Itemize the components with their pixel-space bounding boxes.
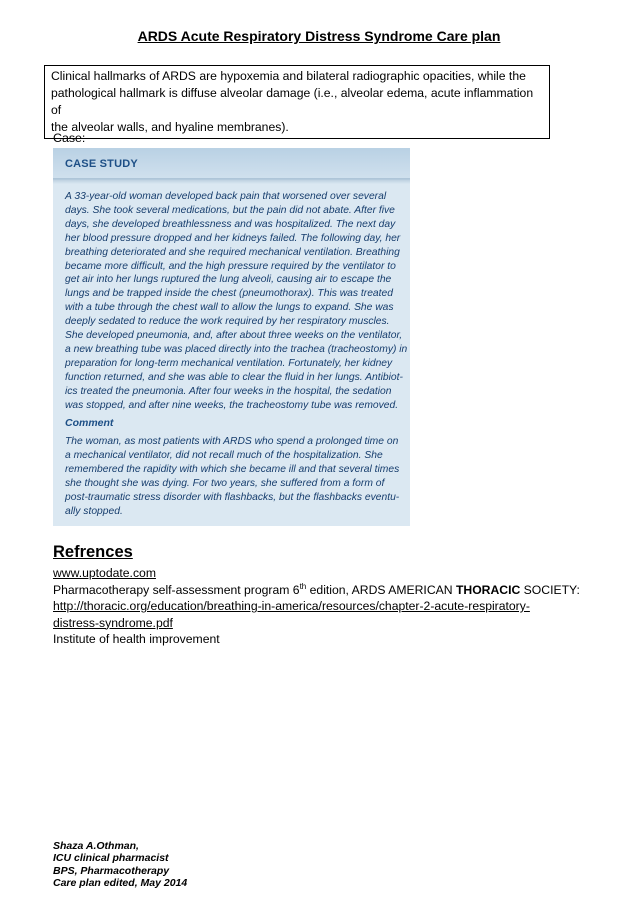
- superscript-th: th: [299, 581, 307, 591]
- case-study-line: with a tube through the chest wall to allow the lungs to expand. She was: [65, 302, 394, 314]
- comment-line: ally stopped.: [65, 505, 123, 517]
- hallmarks-line: the alveolar walls, and hyaline membranes).: [51, 120, 289, 134]
- case-study-line: a new breathing tube was placed directly into the trachea (tracheostomy) in: [65, 343, 408, 355]
- comment-line: she thought she was dying. For two years, she suffered from a form of: [65, 477, 385, 489]
- ihi-reference: Institute of health improvement: [53, 632, 220, 646]
- case-study-line: lungs and be trapped inside the chest (pneumothorax). This was treated: [65, 288, 393, 300]
- comment-line: a mechanical ventilator, did not recall much of the hospitalization. She: [65, 449, 383, 461]
- hallmarks-box: [44, 65, 550, 139]
- comment-title: Comment: [65, 417, 114, 429]
- signature-line: Shaza A.Othman,: [53, 840, 139, 852]
- reference-text: edition, ARDS AMERICAN: [306, 582, 456, 597]
- case-study-line: get air into her lungs ruptured the lung alveoli, causing air to escape the: [65, 274, 392, 286]
- comment-line: post-traumatic stress disorder with flashbacks, but the flashbacks eventu-: [65, 491, 400, 503]
- case-study-line: deeply sedated to reduce the work required by her respiratory muscles.: [65, 316, 390, 328]
- case-study-line: She developed pneumonia, and, after about three weeks on the ventilator,: [65, 330, 403, 342]
- hallmarks-line: Clinical hallmarks of ARDS are hypoxemia and bilateral radiographic opacities, while the: [51, 69, 526, 83]
- page-title: ARDS Acute Respiratory Distress Syndrome Care plan: [137, 28, 501, 44]
- signature-line: BPS, Pharmacotherapy: [53, 864, 170, 877]
- case-study-line: days. She took several medications, but the pain did not abate. After five: [65, 204, 395, 216]
- author-signature: [53, 840, 187, 890]
- case-study-image: [53, 148, 410, 526]
- case-study-line: became more difficult, and the high pressure required by the ventilator to: [65, 260, 396, 272]
- comment-body: [65, 435, 405, 518]
- references-list: [53, 565, 580, 648]
- comment-line: The woman, as most patients with ARDS who spend a prolonged time on: [65, 436, 399, 447]
- pharmacotherapy-reference: [53, 581, 580, 599]
- case-study-body: [65, 190, 408, 413]
- thoracic-link[interactable]: http://thoracic.org/education/breathing-in-america/resources/chapter-2-acute-respiratory-: [53, 599, 530, 613]
- signature-line: Care plan edited, May 2014: [53, 877, 188, 890]
- case-study-title: CASE STUDY: [65, 158, 138, 170]
- reference-bold-text: THORACIC: [455, 582, 521, 597]
- case-study-header: [53, 148, 410, 180]
- case-study-line: ics treated the pneumonia. After four weeks in the hospital, the sedation: [65, 385, 392, 397]
- case-study-line: days, she developed breathlessness and was hospitalized. The next day: [65, 218, 396, 230]
- hallmarks-line: pathological hallmark is diffuse alveolar damage (i.e., alveolar edema, acute inflammation of: [51, 86, 534, 117]
- case-label: Case:: [53, 131, 86, 145]
- signature-line: ICU clinical pharmacist: [53, 852, 169, 865]
- reference-text: SOCIETY:: [520, 582, 580, 597]
- case-study-line: was stopped, and after nine weeks, the tracheostomy tube was removed.: [65, 399, 399, 411]
- comment-line: remembered the rapidity with which she became ill and that several times: [65, 463, 400, 475]
- case-study-line: her blood pressure dropped and her kidneys failed. The following day, her: [65, 232, 401, 244]
- uptodate-link[interactable]: www.uptodate.com: [53, 566, 156, 580]
- case-study-line: function returned, and she was able to clear the fluid in her lungs. Antibiot-: [65, 371, 403, 383]
- reference-text: Pharmacotherapy self-assessment program 6: [53, 582, 300, 597]
- case-study-line: breathing deteriorated and she required mechanical ventilation. Breathing: [65, 246, 400, 258]
- references-heading: Refrences: [53, 543, 133, 561]
- case-study-line: preparation for long-term mechanical ventilation. Fortunately, her kidney: [65, 357, 393, 369]
- case-study-line: A 33-year-old woman developed back pain that worsened over several: [65, 191, 387, 202]
- thoracic-link-continued[interactable]: distress-syndrome.pdf: [53, 615, 173, 630]
